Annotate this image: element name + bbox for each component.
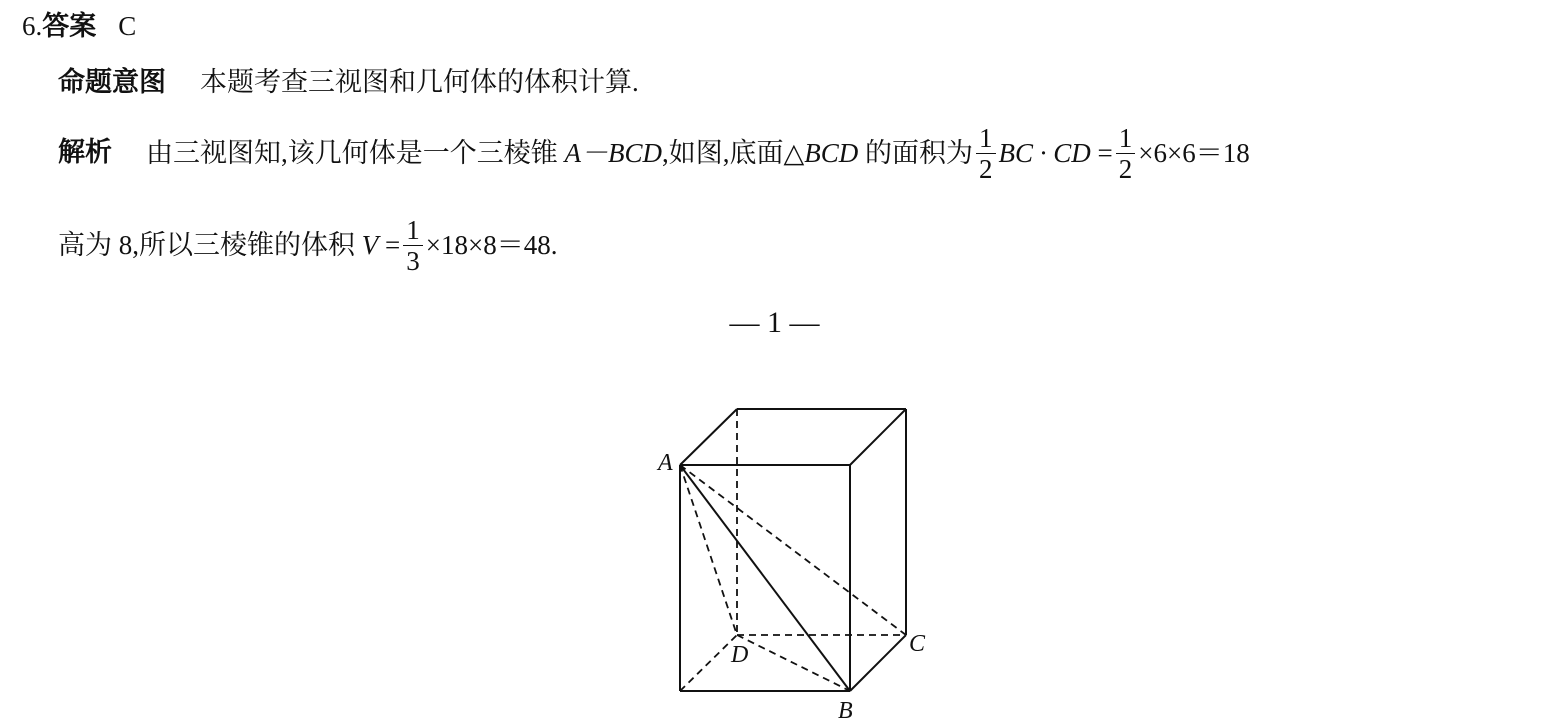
edge-ab — [680, 465, 850, 691]
tetrahedron-name: A－BCD — [564, 138, 662, 168]
analysis-label: 解析 — [58, 137, 112, 168]
intent-text: 本题考查三视图和几何体的体积计算. — [200, 67, 639, 97]
label-a: A — [658, 450, 673, 476]
equals-2: = — [385, 230, 401, 260]
analysis-text-3: 的面积为 — [865, 138, 974, 168]
edge-db — [737, 635, 850, 691]
analysis-text-4: 高为 8,所以三棱锥的体积 — [58, 230, 355, 260]
fraction-third: $\frac{1}{3}$ — [403, 215, 423, 276]
edge-top-right — [850, 409, 906, 465]
base-name: BCD — [804, 138, 859, 168]
volume-symbol: V — [361, 230, 379, 260]
hidden-edges — [680, 409, 906, 691]
problem-number: 6. — [22, 11, 43, 41]
box-solid-edges — [680, 409, 906, 691]
fraction-half-1: $\frac{1}{2}$ — [976, 123, 996, 184]
answer-line — [22, 9, 136, 44]
edge-hidden-bottom-left — [680, 635, 737, 691]
page-number: — 1 — — [729, 306, 820, 339]
edge-top-left — [680, 409, 737, 465]
analysis-text-1: 由三视图知,该几何体是一个三棱锥 — [146, 138, 558, 168]
intent-line — [58, 65, 639, 100]
edge-ac — [680, 465, 906, 635]
answer-label: 答案 — [42, 11, 97, 42]
fraction-half-2: $\frac{1}{2}$ — [1116, 123, 1136, 184]
edge-ad — [680, 465, 737, 635]
area-result: ×6×6＝18 — [1138, 138, 1250, 168]
answer-value: C — [118, 11, 137, 41]
volume-result: ×18×8＝48. — [425, 230, 558, 260]
tetrahedron-figure — [640, 395, 940, 723]
bc-times-cd: BC · CD — [998, 138, 1091, 168]
label-b: B — [838, 698, 853, 723]
analysis-line-1 — [58, 120, 1250, 186]
analysis-line-2 — [58, 212, 557, 278]
equals-1: = — [1097, 138, 1113, 168]
edge-bottom-right — [850, 635, 906, 691]
label-d: D — [731, 642, 749, 668]
label-c: C — [909, 631, 926, 657]
intent-label: 命题意图 — [58, 67, 166, 98]
analysis-text-2: ,如图,底面△ — [662, 138, 805, 168]
